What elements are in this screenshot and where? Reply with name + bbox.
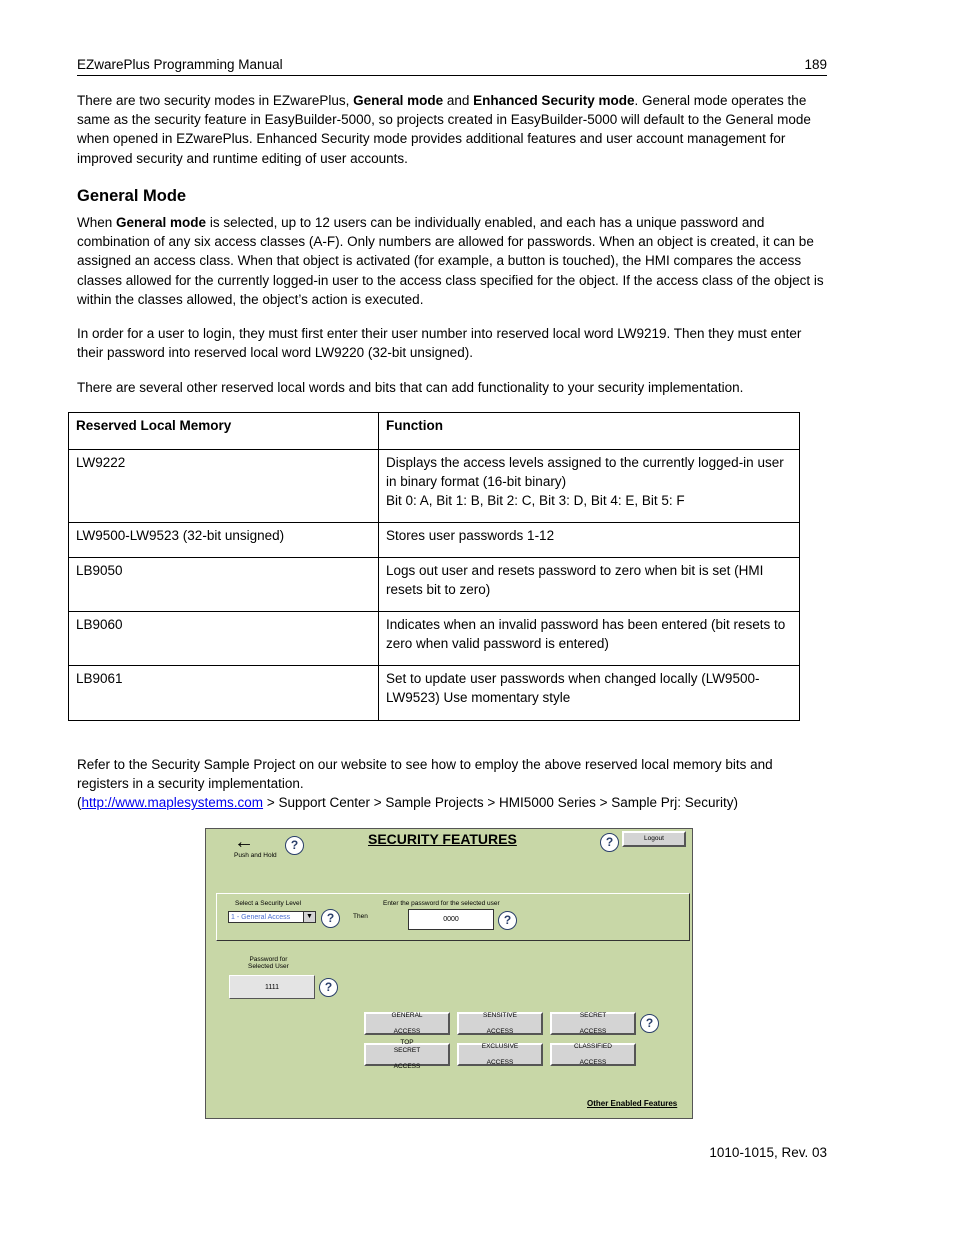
security-sample-screen (205, 828, 693, 1119)
function-cell: Logs out user and resets password to zero when bit is set (HMI resets bit to zero) (379, 558, 800, 612)
refer-text: Refer to the Security Sample Project on our website to see how to employ the above reserved local memory bits and registers in a security implementation. (77, 757, 773, 792)
help-icon[interactable]: ? (321, 909, 340, 928)
then-label: Then (353, 913, 368, 920)
security-level-select[interactable] (228, 911, 316, 923)
function-line: Displays the access levels assigned to the currently logged-in user in binary format (16-bit binary) (386, 455, 784, 490)
button-line: ACCESS (393, 1062, 421, 1070)
sensitive-access-button[interactable] (457, 1012, 543, 1035)
select-value: 1 - General Access (231, 914, 291, 921)
pw-for-line: Password for (249, 956, 288, 963)
table-header-row (69, 413, 800, 450)
maplesystems-link[interactable]: http://www.maplesystems.com (81, 795, 264, 811)
help-icon[interactable]: ? (319, 978, 338, 997)
select-level-label: Select a Security Level (235, 900, 302, 907)
logout-label: Logout (644, 835, 664, 842)
other-features-link[interactable]: Other Enabled Features (587, 1099, 678, 1108)
general-mode-paragraph (77, 213, 827, 309)
back-arrow-icon[interactable]: ← (234, 831, 254, 853)
button-line: ACCESS (486, 1027, 514, 1035)
push-hold-label: Push and Hold (234, 852, 277, 859)
button-line: CLASSIFIED (574, 1042, 612, 1050)
logout-button[interactable] (622, 831, 686, 847)
button-line: ACCESS (486, 1058, 514, 1066)
help-icon[interactable]: ? (498, 911, 517, 930)
user-password-display[interactable]: 1111 (229, 975, 315, 999)
table-row (69, 558, 800, 612)
refer-path (77, 793, 827, 812)
table-row (69, 450, 800, 523)
para-text: When (77, 215, 117, 230)
help-icon[interactable]: ? (600, 833, 619, 852)
nav-path: > Support Center > Sample Projects > HMI5000 Series > Sample Prj: Security) (263, 795, 739, 811)
memory-cell: LW9222 (69, 450, 379, 523)
button-line: TOP SECRET (393, 1038, 421, 1054)
button-line: ACCESS (579, 1027, 607, 1035)
chevron-down-icon[interactable]: ▼ (303, 912, 315, 922)
header-function: Function (379, 413, 800, 450)
button-line: SECRET (579, 1011, 607, 1019)
button-line: EXCLUSIVE (481, 1042, 519, 1050)
table-row (69, 666, 800, 721)
button-line: ACCESS (579, 1058, 607, 1066)
memory-cell: LB9050 (69, 558, 379, 612)
pw-for-line: Selected User (248, 963, 289, 970)
secret-access-button[interactable] (550, 1012, 636, 1035)
enter-password-label: Enter the password for the selected user (383, 900, 500, 907)
memory-cell: LB9061 (69, 666, 379, 721)
general-access-button[interactable] (364, 1012, 450, 1035)
top-secret-access-button[interactable] (364, 1038, 450, 1070)
enhanced-mode-term: Enhanced Security mode (473, 93, 635, 108)
help-icon[interactable]: ? (640, 1014, 659, 1033)
memory-cell: LW9500-LW9523 (32-bit unsigned) (69, 523, 379, 558)
classified-access-button[interactable] (550, 1043, 636, 1066)
memory-cell: LB9060 (69, 612, 379, 666)
function-cell: Indicates when an invalid password has been entered (bit resets to zero when valid password is entered) (379, 612, 800, 666)
manual-title: EZwarePlus Programming Manual (77, 57, 283, 72)
section-heading: General Mode (77, 187, 187, 205)
login-paragraph: In order for a user to login, they must first enter their user number into reserved local word LW9219. Then they must enter their password into reserved local word LW9220 (32-bit unsigned). (77, 326, 802, 361)
hmi-title: SECURITY FEATURES (368, 831, 517, 847)
password-input[interactable]: 0000 (408, 909, 494, 930)
function-cell (379, 450, 800, 523)
intro-text: and (443, 93, 474, 108)
table-row (69, 523, 800, 558)
para-text: is selected, up to 12 users can be individually enabled, and each has a unique password and combination of any six access classes (A-F). Only numbers are allowed for passwords. When an object is created, it can be assigned an access class. When that object is activated (for example, a button is touched), the HMI compares the access classes allowed for the currently logged-in user to the access class specified for the object. If the access class of the object is within the classes allowed, the object’s action is executed. (77, 215, 824, 307)
table-row (69, 612, 800, 666)
header-memory: Reserved Local Memory (69, 413, 379, 450)
button-line: SENSITIVE (483, 1011, 517, 1019)
function-cell: Stores user passwords 1-12 (379, 523, 800, 558)
security-level-panel (216, 893, 690, 941)
button-line: GENERAL (391, 1011, 423, 1019)
function-cell: Set to update user passwords when changed locally (LW9500-LW9523) Use momentary style (379, 666, 800, 721)
reserved-memory-table (68, 412, 800, 721)
page-number: 189 (804, 57, 827, 72)
pw-for-user-label (248, 956, 289, 970)
refer-paragraph (77, 755, 827, 813)
button-line: ACCESS (393, 1027, 421, 1035)
general-mode-term: General mode (116, 215, 207, 230)
help-icon[interactable]: ? (285, 836, 304, 855)
page-header (77, 57, 827, 76)
general-mode-term: General mode (353, 93, 444, 108)
intro-paragraph (77, 91, 827, 168)
intro-text: There are two security modes in EZwarePlus, (77, 93, 354, 108)
intro-text: . General mode operates the same as the security feature in EasyBuilder-5000, so projects created in EasyBuilder-5000 will default to the General mode when opened in EZwarePlus. Enhanced Security mode provides additional features and user account management for improved security and runtime editing of user accounts. (77, 93, 811, 166)
reserved-intro-paragraph: There are several other reserved local words and bits that can add functionality to your security implementation. (77, 380, 744, 395)
paren: ( (77, 795, 82, 811)
exclusive-access-button[interactable] (457, 1043, 543, 1066)
function-line: Bit 0: A, Bit 1: B, Bit 2: C, Bit 3: D, Bit 4: E, Bit 5: F (386, 493, 685, 509)
document-revision: 1010-1015, Rev. 03 (709, 1145, 827, 1160)
